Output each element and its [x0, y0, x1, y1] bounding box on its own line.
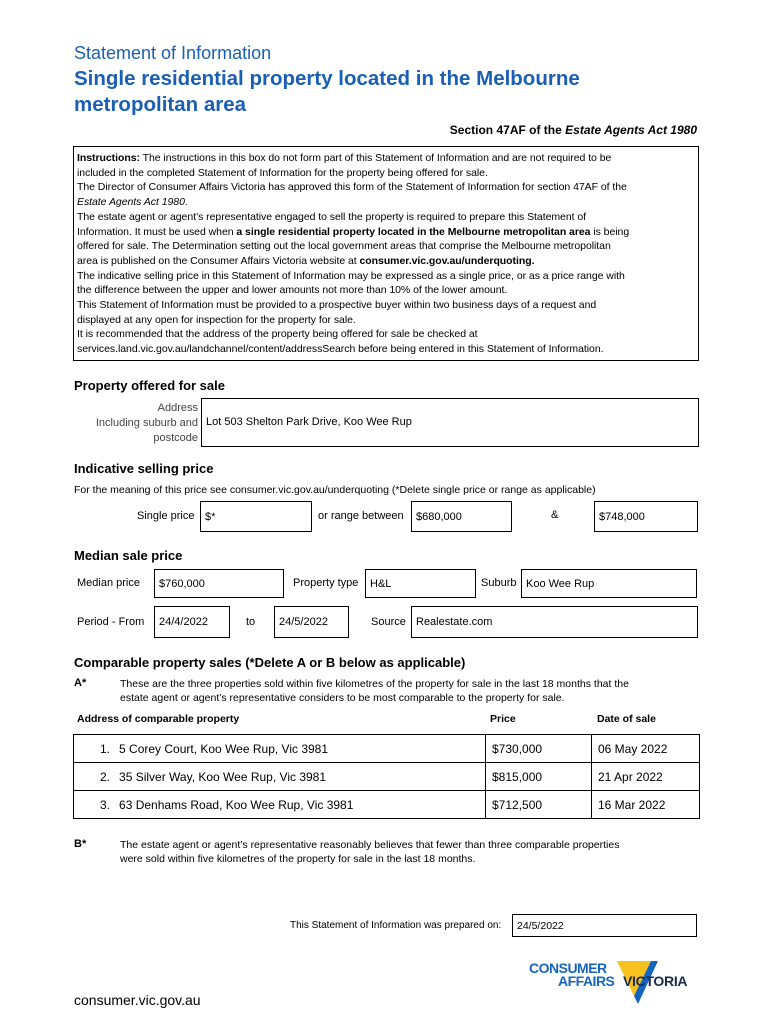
table-row-3-date[interactable] — [591, 790, 700, 819]
range-high-value: $748,000 — [599, 510, 645, 523]
address-field[interactable] — [201, 398, 699, 447]
single-price-field[interactable] — [200, 501, 312, 532]
section-prefix: Section 47AF of the — [449, 123, 566, 137]
property-type-label: Property type — [293, 577, 359, 589]
option-b-l1: The estate agent or agent’s representative reasonably believes that fewer than three comparable properties — [120, 839, 620, 851]
address-label-l1: Address — [157, 402, 198, 414]
instructions-p5-l2: displayed at any open for inspection for the property for sale. — [77, 313, 356, 326]
instructions-p1: The instructions in this box do not form part of this Statement of Information and are not required to be — [139, 152, 612, 164]
option-a-text — [120, 677, 629, 705]
comparable-heading: Comparable property sales (*Delete A or B below as applicable) — [74, 655, 466, 670]
logo-line-victoria: VICTORIA — [623, 973, 688, 989]
suburb-field[interactable] — [521, 569, 697, 598]
instructions-p6-l2: services.land.vic.gov.au/landchannel/content/addressSearch before being entered in this Statement of Information. — [77, 343, 604, 356]
instructions-p3-l4a: area is published on the Consumer Affairs Victoria website at — [77, 254, 360, 267]
row-3-date: 16 Mar 2022 — [598, 797, 666, 812]
period-to-value: 24/5/2022 — [279, 616, 328, 628]
indicative-heading: Indicative selling price — [74, 461, 214, 476]
row-3-price: $712,500 — [492, 797, 543, 812]
address-value: Lot 503 Shelton Park Drive, Koo Wee Rup — [206, 416, 412, 428]
table-row-3-price[interactable] — [485, 790, 592, 819]
table-row-2-date[interactable] — [591, 762, 700, 791]
row-3-num: 3. — [100, 797, 111, 812]
option-b-l2: were sold within five kilometres of the property for sale in the last 18 months. — [120, 853, 476, 865]
prepared-label: This Statement of Information was prepared on: — [290, 920, 502, 931]
suburb-value: Koo Wee Rup — [526, 577, 595, 590]
col-header-price: Price — [490, 713, 516, 725]
address-label-l2: Including suburb and — [95, 417, 198, 429]
range-low-field[interactable] — [411, 501, 512, 532]
median-price-value: $760,000 — [159, 577, 205, 590]
row-2-address: 35 Silver Way, Koo Wee Rup, Vic 3981 — [119, 769, 327, 784]
instructions-p1-l2: included in the completed Statement of Information for the property being offered for sale. — [77, 166, 488, 179]
single-price-value: $* — [205, 510, 216, 523]
row-2-num: 2. — [100, 769, 111, 784]
suburb-label: Suburb — [481, 577, 517, 589]
instructions-p3-l3: offered for sale. The Determination setting out the local government areas that comprise the Melbourne metropolitan — [77, 240, 611, 253]
row-1-date: 06 May 2022 — [598, 741, 668, 756]
logo-line-consumer: CONSUMER — [529, 960, 607, 976]
table-row-3-address[interactable] — [73, 790, 486, 819]
section-act: Estate Agents Act 1980 — [565, 123, 697, 137]
source-label: Source — [371, 616, 406, 628]
address-label-l3: postcode — [153, 432, 198, 444]
option-a-l1: These are the three properties sold within five kilometres of the property for sale in the last 18 months that the — [120, 678, 629, 690]
instructions-p3-l1: The estate agent or agent’s representative engaged to sell the property is required to prepare this Statement of — [77, 210, 587, 223]
instructions-p3-l2b: a single residential property located in the Melbourne metropolitan area — [236, 225, 591, 238]
option-a-label: A* — [74, 677, 87, 689]
range-low-value: $680,000 — [416, 510, 462, 523]
option-b-text — [120, 838, 619, 866]
page-title — [74, 66, 580, 118]
address-label — [80, 401, 198, 446]
consumer-affairs-victoria-logo — [527, 958, 703, 1008]
instructions-box — [73, 146, 699, 361]
form-kicker: Statement of Information — [74, 43, 272, 63]
row-1-price: $730,000 — [492, 741, 543, 756]
logo-line-affairs: AFFAIRS — [558, 973, 615, 989]
source-value: Realestate.com — [416, 616, 493, 628]
period-from-field[interactable] — [154, 606, 230, 638]
instructions-p4-l2: the difference between the upper and lower amounts not more than 10% of the lower amount. — [77, 284, 508, 297]
indicative-note: For the meaning of this price see consumer.vic.gov.au/underquoting (*Delete single price or range as applicable) — [74, 484, 596, 496]
single-price-label: Single price — [137, 510, 195, 522]
row-3-address: 63 Denhams Road, Koo Wee Rup, Vic 3981 — [119, 797, 354, 812]
col-header-address: Address of comparable property — [77, 713, 240, 725]
instructions-label: Instructions: — [77, 152, 140, 164]
row-2-date: 21 Apr 2022 — [598, 769, 663, 784]
instructions-p2-end: . — [184, 196, 188, 209]
period-to-field[interactable] — [274, 606, 349, 638]
table-row-2-price[interactable] — [485, 762, 592, 791]
instructions-p5-l1: This Statement of Information must be provided to a prospective buyer within two business days of a request and — [77, 299, 597, 312]
option-a-l2: estate agent or agent’s representative considers to be most comparable to the property for sale. — [120, 692, 565, 704]
property-heading: Property offered for sale — [74, 378, 225, 393]
prepared-date-value: 24/5/2022 — [517, 919, 564, 932]
range-high-field[interactable] — [594, 501, 698, 532]
table-row-1-price[interactable] — [485, 734, 592, 763]
median-heading: Median sale price — [74, 548, 183, 563]
range-label: or range between — [318, 510, 404, 522]
underquoting-link[interactable]: consumer.vic.gov.au/underquoting. — [359, 254, 535, 267]
footer-website[interactable]: consumer.vic.gov.au — [74, 992, 201, 1008]
table-row-2-address[interactable] — [73, 762, 486, 791]
instructions-p3-l2c: is being — [590, 225, 630, 238]
title-line-2: metropolitan area — [74, 93, 247, 116]
property-type-field[interactable] — [365, 569, 476, 598]
instructions-p3-l2a: Information. It must be used when — [77, 225, 237, 238]
median-price-label: Median price — [77, 577, 140, 589]
instructions-p4-l1: The indicative selling price in this Statement of Information may be expressed as a single price, or as a price range with — [77, 269, 625, 282]
period-from-value: 24/4/2022 — [159, 616, 208, 628]
period-to-label: to — [246, 616, 256, 628]
table-row-1-address[interactable] — [73, 734, 486, 763]
section-reference — [450, 123, 697, 137]
instructions-p2-act: Estate Agents Act 1980 — [77, 196, 185, 209]
source-field[interactable] — [411, 606, 698, 638]
instructions-p6-l1: It is recommended that the address of the property being offered for sale be checked at — [77, 328, 478, 341]
row-1-address: 5 Corey Court, Koo Wee Rup, Vic 3981 — [119, 741, 329, 756]
property-type-value: H&L — [370, 577, 392, 590]
median-price-field[interactable] — [154, 569, 284, 598]
instructions-p2-l1: The Director of Consumer Affairs Victoria has approved this form of the Statement of Information for section 47AF of the — [77, 181, 627, 194]
period-from-label: Period - From — [77, 616, 145, 628]
col-header-date: Date of sale — [597, 713, 656, 725]
table-row-1-date[interactable] — [591, 734, 700, 763]
row-1-num: 1. — [100, 741, 111, 756]
range-amp: & — [551, 509, 559, 521]
row-2-price: $815,000 — [492, 769, 543, 784]
prepared-date-field[interactable] — [512, 914, 697, 937]
title-line-1: Single residential property located in the Melbourne — [74, 67, 580, 90]
option-b-label: B* — [74, 838, 87, 850]
